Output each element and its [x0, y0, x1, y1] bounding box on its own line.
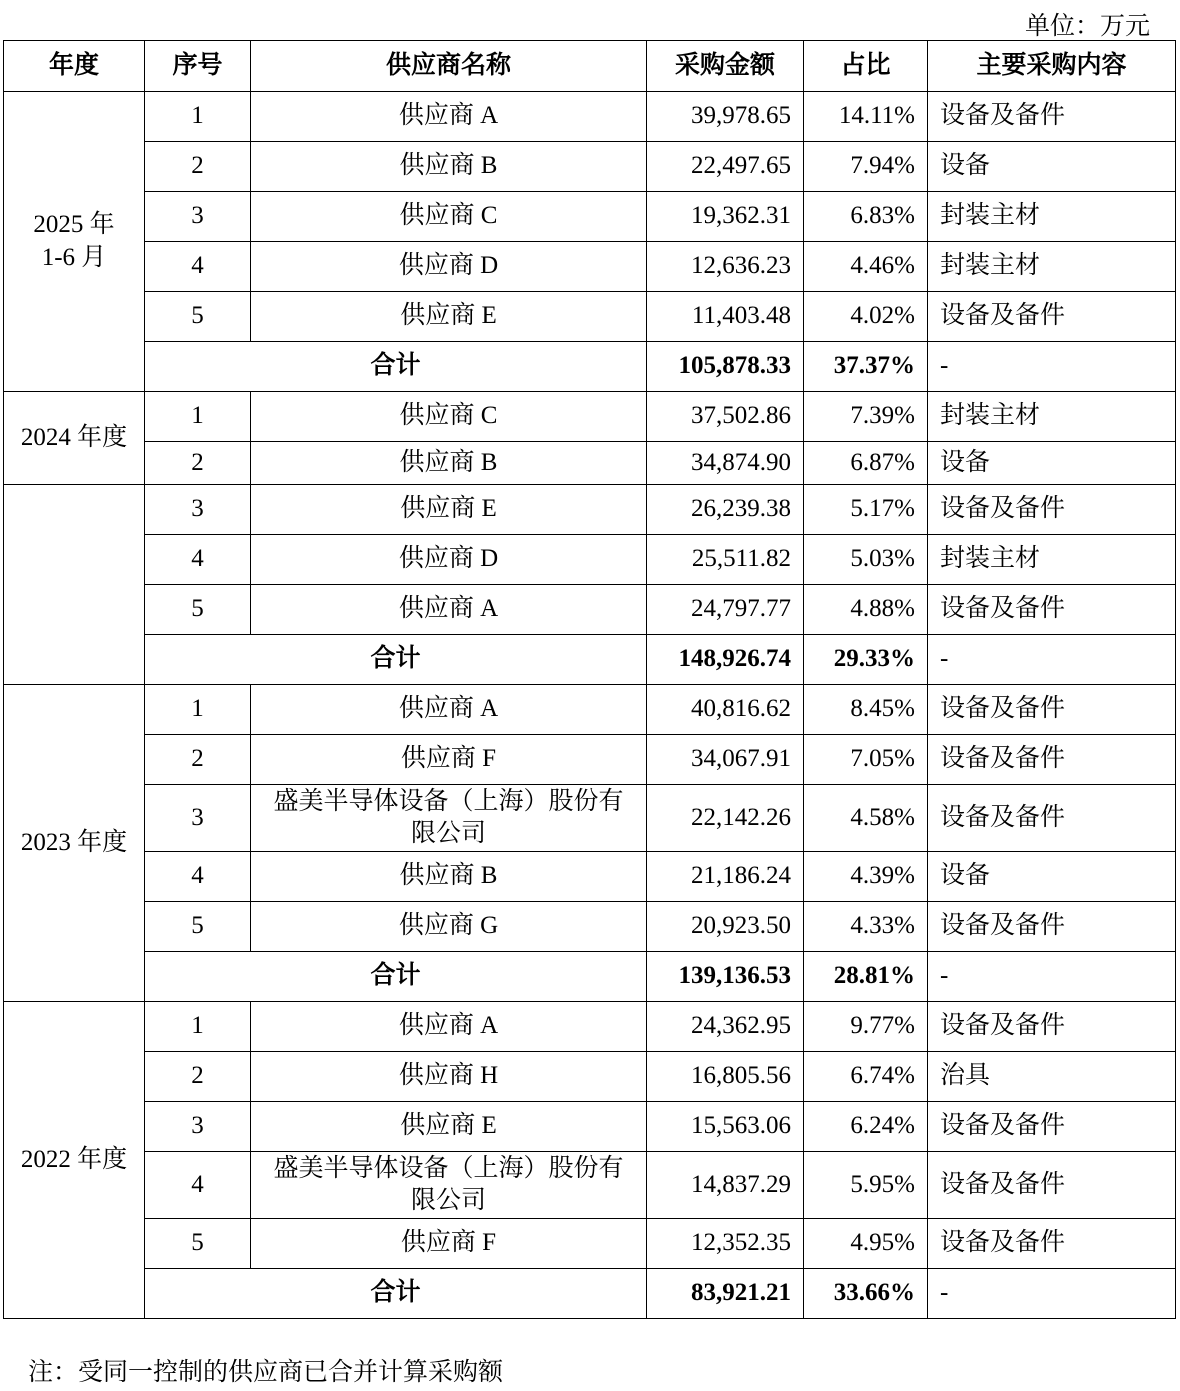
row-no: 1: [145, 1002, 251, 1052]
row-no: 2: [145, 735, 251, 785]
amount: 24,362.95: [647, 1002, 804, 1052]
amount: 12,352.35: [647, 1219, 804, 1269]
row-no: 1: [145, 685, 251, 735]
amount: 37,502.86: [647, 392, 804, 442]
amount: 12,636.23: [647, 242, 804, 292]
total-content: -: [928, 1269, 1176, 1319]
total-amount: 83,921.21: [647, 1269, 804, 1319]
table-row: [4, 442, 1176, 485]
content: 设备及备件: [928, 1152, 1176, 1219]
content: 设备及备件: [928, 1002, 1176, 1052]
content: 设备及备件: [928, 735, 1176, 785]
content: 设备及备件: [928, 1219, 1176, 1269]
total-row: [4, 1269, 1176, 1319]
row-no: 5: [145, 292, 251, 342]
row-no: 4: [145, 242, 251, 292]
unit-label: 单位：万元: [1024, 13, 1150, 40]
amount: 26,239.38: [647, 485, 804, 535]
content: 设备及备件: [928, 685, 1176, 735]
table-row: [4, 1219, 1176, 1269]
content: 封装主材: [928, 535, 1176, 585]
supplier-name: 盛美半导体设备（上海）股份有 限公司: [251, 785, 647, 852]
total-ratio: 33.66%: [804, 1269, 928, 1319]
table-row: [4, 1002, 1176, 1052]
content: 设备及备件: [928, 902, 1176, 952]
footnote: 注：受同一控制的供应商已合并计算采购额: [28, 1359, 504, 1386]
table-row: [4, 902, 1176, 952]
content: 封装主材: [928, 242, 1176, 292]
amount: 34,067.91: [647, 735, 804, 785]
supplier-name: 供应商 A: [251, 1002, 647, 1052]
row-no: 3: [145, 485, 251, 535]
year-cell: 2023 年度: [4, 685, 145, 1002]
row-no: 3: [145, 785, 251, 852]
amount: 24,797.77: [647, 585, 804, 635]
total-amount: 105,878.33: [647, 342, 804, 392]
ratio: 6.24%: [804, 1102, 928, 1152]
header-row: [4, 41, 1176, 92]
amount: 22,142.26: [647, 785, 804, 852]
supplier-name: 供应商 H: [251, 1052, 647, 1102]
ratio: 5.95%: [804, 1152, 928, 1219]
ratio: 4.46%: [804, 242, 928, 292]
total-amount: 139,136.53: [647, 952, 804, 1002]
total-label: 合计: [145, 635, 647, 685]
supplier-name: 供应商 C: [251, 192, 647, 242]
table-row: [4, 1052, 1176, 1102]
ratio: 4.39%: [804, 852, 928, 902]
row-no: 5: [145, 585, 251, 635]
header-amount: 采购金额: [647, 41, 804, 92]
row-no: 1: [145, 92, 251, 142]
ratio: 7.94%: [804, 142, 928, 192]
supplier-name: 供应商 D: [251, 242, 647, 292]
total-label: 合计: [145, 342, 647, 392]
ratio: 5.03%: [804, 535, 928, 585]
ratio: 6.87%: [804, 442, 928, 485]
amount: 15,563.06: [647, 1102, 804, 1152]
table-row: [4, 852, 1176, 902]
supplier-table: [3, 40, 1176, 1319]
header-supplier: 供应商名称: [251, 41, 647, 92]
content: 设备及备件: [928, 1102, 1176, 1152]
row-no: 3: [145, 1102, 251, 1152]
ratio: 6.74%: [804, 1052, 928, 1102]
total-row: [4, 952, 1176, 1002]
ratio: 8.45%: [804, 685, 928, 735]
supplier-name: 盛美半导体设备（上海）股份有 限公司: [251, 1152, 647, 1219]
table-row: [4, 142, 1176, 192]
table-row: [4, 735, 1176, 785]
year-cell: 2024 年度: [4, 392, 145, 485]
amount: 22,497.65: [647, 142, 804, 192]
content: 设备及备件: [928, 292, 1176, 342]
supplier-name: 供应商 A: [251, 92, 647, 142]
supplier-name: 供应商 D: [251, 535, 647, 585]
supplier-name: 供应商 E: [251, 485, 647, 535]
total-label: 合计: [145, 1269, 647, 1319]
table-row: [4, 1102, 1176, 1152]
amount: 25,511.82: [647, 535, 804, 585]
row-no: 5: [145, 902, 251, 952]
year-cell: 2022 年度: [4, 1002, 145, 1319]
supplier-name: 供应商 F: [251, 1219, 647, 1269]
content: 封装主材: [928, 392, 1176, 442]
supplier-name: 供应商 B: [251, 442, 647, 485]
table-row: [4, 1152, 1176, 1219]
content: 设备: [928, 852, 1176, 902]
supplier-name: 供应商 E: [251, 292, 647, 342]
total-label: 合计: [145, 952, 647, 1002]
table-row: [4, 92, 1176, 142]
supplier-name: 供应商 C: [251, 392, 647, 442]
supplier-name: 供应商 E: [251, 1102, 647, 1152]
amount: 11,403.48: [647, 292, 804, 342]
supplier-name: 供应商 A: [251, 685, 647, 735]
ratio: 9.77%: [804, 1002, 928, 1052]
table-row: [4, 292, 1176, 342]
amount: 16,805.56: [647, 1052, 804, 1102]
amount: 34,874.90: [647, 442, 804, 485]
year-cell: 2025 年 1-6 月: [4, 92, 145, 392]
content: 设备: [928, 142, 1176, 192]
row-no: 5: [145, 1219, 251, 1269]
table-row: [4, 535, 1176, 585]
row-no: 4: [145, 535, 251, 585]
total-content: -: [928, 952, 1176, 1002]
row-no: 4: [145, 1152, 251, 1219]
year-cell-continued: [4, 485, 145, 685]
content: 设备及备件: [928, 585, 1176, 635]
total-content: -: [928, 635, 1176, 685]
ratio: 4.33%: [804, 902, 928, 952]
total-ratio: 29.33%: [804, 635, 928, 685]
supplier-name: 供应商 G: [251, 902, 647, 952]
content: 设备及备件: [928, 92, 1176, 142]
ratio: 4.58%: [804, 785, 928, 852]
amount: 40,816.62: [647, 685, 804, 735]
ratio: 4.88%: [804, 585, 928, 635]
total-row: [4, 342, 1176, 392]
table-row: [4, 485, 1176, 535]
content: 封装主材: [928, 192, 1176, 242]
table-row: [4, 392, 1176, 442]
table-row: [4, 242, 1176, 292]
total-ratio: 28.81%: [804, 952, 928, 1002]
row-no: 2: [145, 1052, 251, 1102]
ratio: 5.17%: [804, 485, 928, 535]
amount: 39,978.65: [647, 92, 804, 142]
supplier-name: 供应商 B: [251, 142, 647, 192]
amount: 19,362.31: [647, 192, 804, 242]
row-no: 3: [145, 192, 251, 242]
content: 设备及备件: [928, 785, 1176, 852]
table-row: [4, 585, 1176, 635]
ratio: 14.11%: [804, 92, 928, 142]
total-content: -: [928, 342, 1176, 392]
amount: 14,837.29: [647, 1152, 804, 1219]
header-ratio: 占比: [804, 41, 928, 92]
content: 治具: [928, 1052, 1176, 1102]
ratio: 4.95%: [804, 1219, 928, 1269]
supplier-name: 供应商 B: [251, 852, 647, 902]
table-row: [4, 685, 1176, 735]
ratio: 7.39%: [804, 392, 928, 442]
total-amount: 148,926.74: [647, 635, 804, 685]
row-no: 4: [145, 852, 251, 902]
row-no: 1: [145, 392, 251, 442]
table-row: [4, 785, 1176, 852]
supplier-name: 供应商 A: [251, 585, 647, 635]
ratio: 7.05%: [804, 735, 928, 785]
supplier-name: 供应商 F: [251, 735, 647, 785]
ratio: 4.02%: [804, 292, 928, 342]
header-year: 年度: [4, 41, 145, 92]
header-no: 序号: [145, 41, 251, 92]
ratio: 6.83%: [804, 192, 928, 242]
content: 设备及备件: [928, 485, 1176, 535]
amount: 20,923.50: [647, 902, 804, 952]
row-no: 2: [145, 142, 251, 192]
total-ratio: 37.37%: [804, 342, 928, 392]
table-row: [4, 192, 1176, 242]
content: 设备: [928, 442, 1176, 485]
amount: 21,186.24: [647, 852, 804, 902]
header-content: 主要采购内容: [928, 41, 1176, 92]
row-no: 2: [145, 442, 251, 485]
total-row: [4, 635, 1176, 685]
